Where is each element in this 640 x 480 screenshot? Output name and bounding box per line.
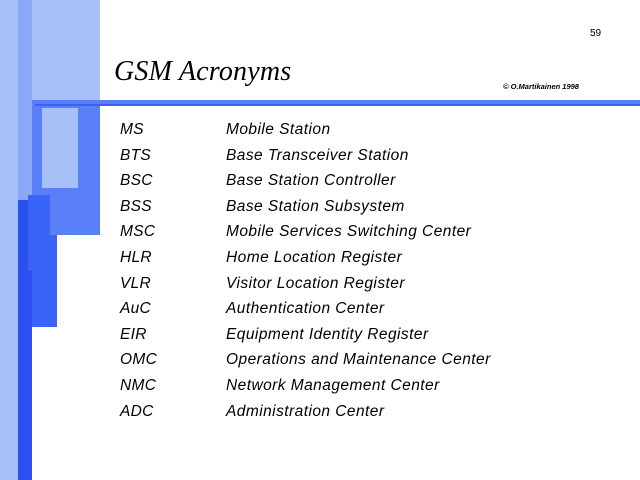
acronym-definition: Administration Center xyxy=(226,402,385,420)
list-item xyxy=(120,247,491,273)
acronym-list xyxy=(120,119,491,426)
acronym-definition: Mobile Services Switching Center xyxy=(226,223,472,241)
list-item xyxy=(120,170,491,196)
acronym-abbr: OMC xyxy=(120,351,158,369)
list-item xyxy=(120,196,491,222)
acronym-abbr: HLR xyxy=(120,248,152,266)
acronym-definition: Base Station Controller xyxy=(226,172,396,190)
list-item xyxy=(120,401,491,427)
acronym-abbr: BSC xyxy=(120,172,153,190)
acronym-definition: Authentication Center xyxy=(226,300,385,318)
acronym-abbr: EIR xyxy=(120,325,147,343)
left-bar-inner-light xyxy=(42,108,78,188)
page-title: GSM Acronyms xyxy=(114,56,292,87)
acronym-definition: Visitor Location Register xyxy=(226,274,405,292)
acronym-definition: Mobile Station xyxy=(226,121,331,138)
left-bar-light-tall xyxy=(0,0,18,480)
acronym-abbr: VLR xyxy=(120,274,152,292)
list-item xyxy=(120,375,491,401)
acronym-abbr: ADC xyxy=(120,402,154,420)
page-number: 59 xyxy=(590,28,602,39)
list-item xyxy=(120,119,491,145)
acronym-definition: Operations and Maintenance Center xyxy=(226,351,491,369)
list-item xyxy=(120,145,491,171)
left-bar-step xyxy=(28,195,50,271)
title-rule-line-dark xyxy=(35,104,640,106)
copyright-notice: © O.Martikainen 1998 xyxy=(503,82,579,91)
acronym-definition: Network Management Center xyxy=(226,376,440,394)
acronym-abbr: BSS xyxy=(120,197,152,215)
acronym-definition: Home Location Register xyxy=(226,248,403,266)
acronym-definition: Equipment Identity Register xyxy=(226,325,429,343)
list-item xyxy=(120,298,491,324)
acronym-abbr: MSC xyxy=(120,223,156,241)
list-item xyxy=(120,221,491,247)
acronym-definition: Base Transceiver Station xyxy=(226,146,409,164)
acronym-abbr: MS xyxy=(120,121,144,138)
acronym-abbr: AuC xyxy=(120,300,152,318)
acronym-abbr: BTS xyxy=(120,146,152,164)
acronym-definition: Base Station Subsystem xyxy=(226,197,405,215)
list-item xyxy=(120,349,491,375)
acronym-abbr: NMC xyxy=(120,376,157,394)
list-item xyxy=(120,273,491,299)
list-item xyxy=(120,324,491,350)
